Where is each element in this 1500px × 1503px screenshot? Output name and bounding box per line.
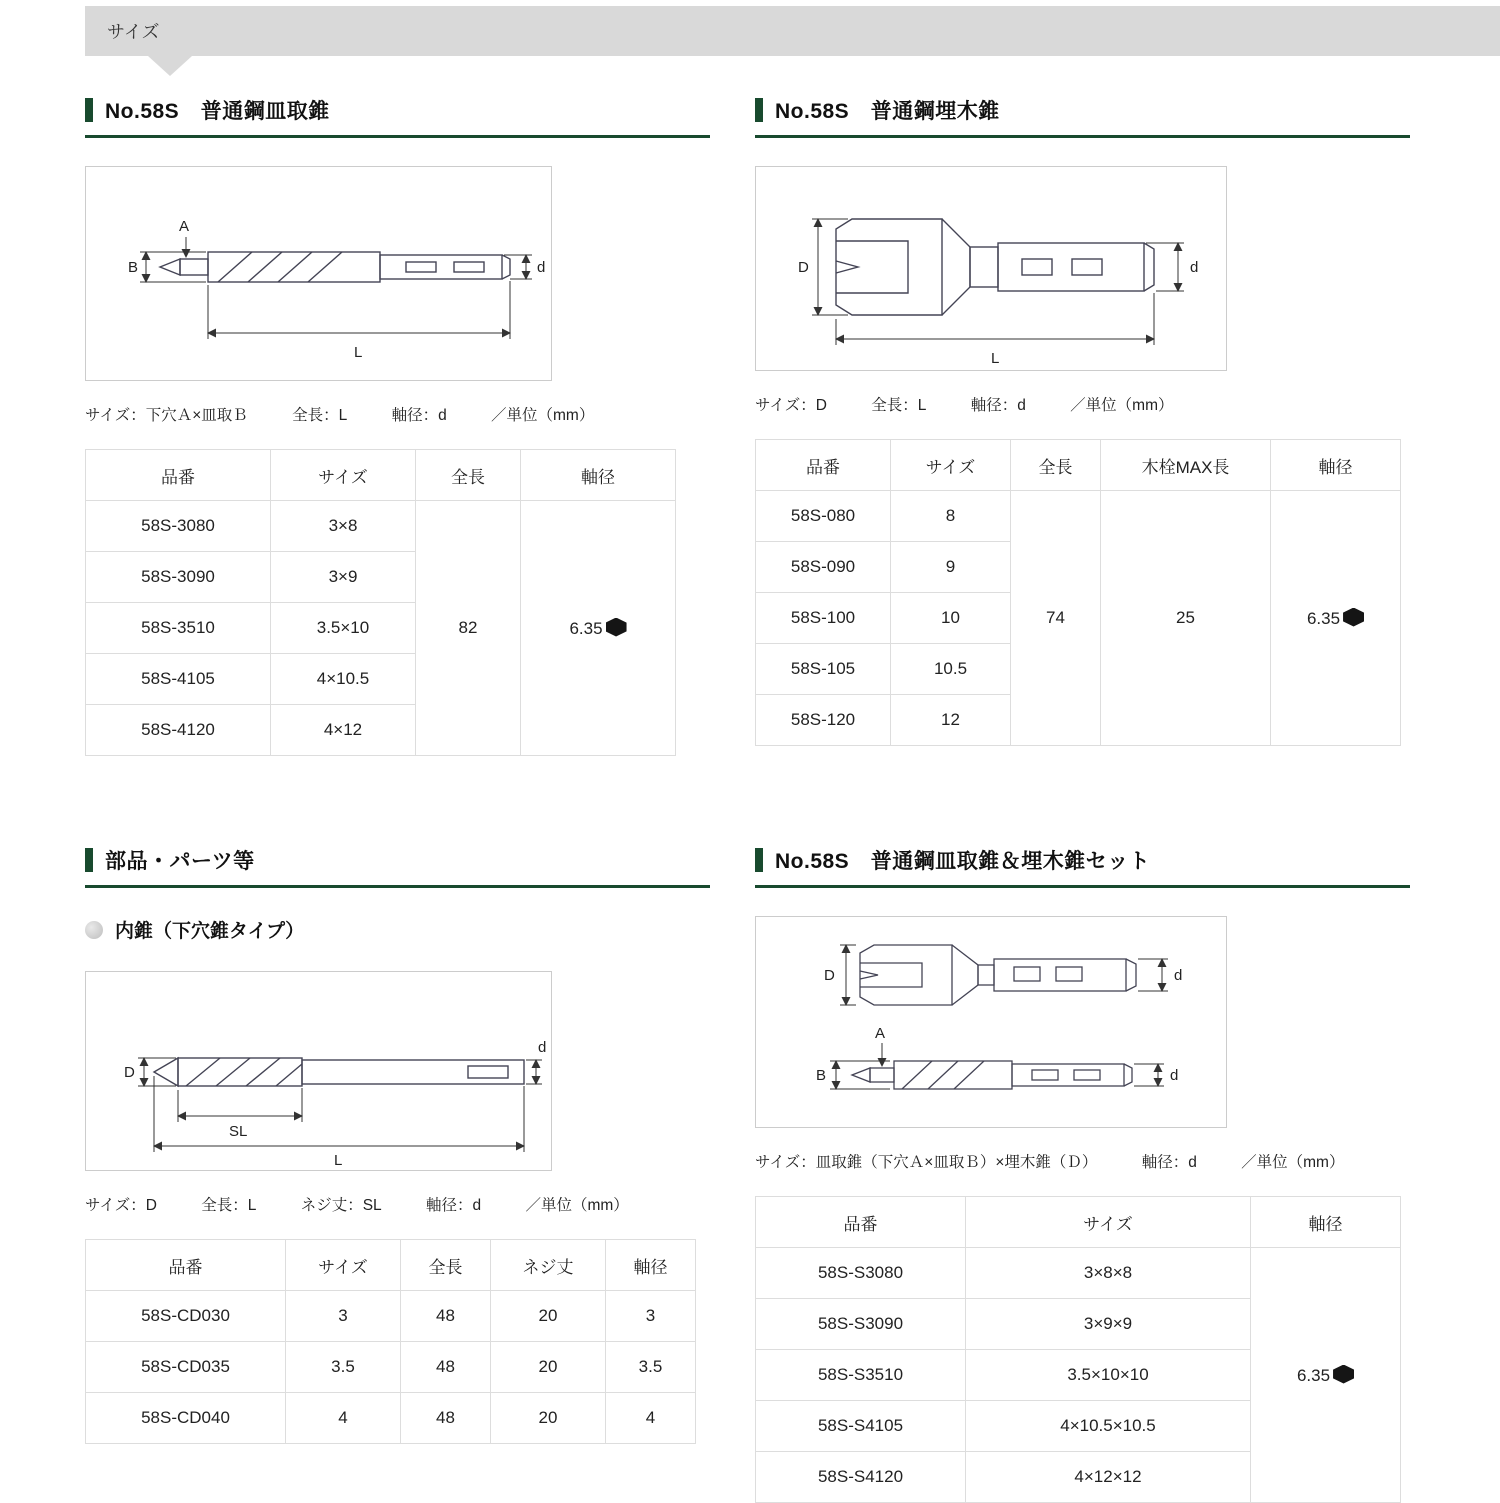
col-header: サイズ [891,440,1011,491]
table-header-row [86,450,676,501]
table-cell: 3×8 [271,501,416,552]
hex-shank-icon [606,618,627,637]
spec-table-inner-drill [85,1239,696,1444]
col-header: 軸径 [1251,1197,1401,1248]
shank-value: 6.35 [1306,608,1341,628]
col-header: 全長 [416,450,521,501]
inner-drill-diagram [86,972,551,1170]
table-cell: 4×10.5 [271,654,416,705]
col-header: 品番 [86,450,271,501]
col-header: サイズ [271,450,416,501]
table-cell: 4 [606,1393,696,1444]
caption-size: サイズ：D [85,1197,157,1214]
section-title: 部品・パーツ等 [105,850,255,873]
table-cell: 3 [606,1291,696,1342]
col-header: 全長 [1011,440,1101,491]
table-cell: 58S-S4105 [756,1401,966,1452]
dim-label-A: A [875,1025,886,1042]
diagram-box [755,916,1227,1128]
table-cell: 58S-CD030 [86,1291,286,1342]
dim-label-L: L [991,350,1000,367]
col-header: 全長 [401,1240,491,1291]
caption-length: 全長：L [201,1197,257,1214]
dim-label-d: d [538,1039,547,1056]
dim-label-SL: SL [229,1123,248,1140]
col-header: ネジ丈 [491,1240,606,1291]
section-parts [85,845,710,1444]
table-cell: 48 [401,1393,491,1444]
dim-label-d-top: d [1174,967,1183,984]
dim-label-B: B [128,259,139,276]
dim-label-B: B [816,1067,827,1084]
table-cell: 8 [891,491,1011,542]
dim-label-D: D [824,967,835,984]
table-cell: 58S-3080 [86,501,271,552]
section-header [85,95,710,138]
diagram-box [755,166,1227,371]
caption-unit: ／単位（mm） [525,1197,629,1214]
accent-bar [85,98,93,122]
table-cell: 3×9 [271,552,416,603]
caption-screw: ネジ丈：SL [300,1197,382,1214]
caption-shank: 軸径：d [1141,1154,1197,1171]
table-cell: 3 [286,1291,401,1342]
table-cell: 58S-S3090 [756,1299,966,1350]
diagram-box [85,971,552,1171]
accent-bar [85,848,93,872]
accent-bar [755,848,763,872]
table-cell: 4 [286,1393,401,1444]
dim-label-D: D [124,1064,135,1081]
spec-table-countersink [85,449,676,756]
section-header [85,845,710,888]
table-row [756,491,1401,542]
caption-length: 全長：L [871,397,927,414]
col-header: サイズ [966,1197,1251,1248]
table-header-row [86,1240,696,1291]
spec-table-plug-cutter [755,439,1401,746]
section-title: No.58S 普通鋼埋木錐 [775,100,1000,123]
section-header [755,845,1410,888]
table-cell: 10.5 [891,644,1011,695]
hex-shank-icon [1333,1365,1354,1384]
table-cell: 3.5 [606,1342,696,1393]
section-header [755,95,1410,138]
table-header-row [756,440,1401,491]
dim-label-A: A [179,218,190,235]
caption-unit: ／単位（mm） [1241,1154,1345,1171]
table-cell: 58S-CD040 [86,1393,286,1444]
table-cell: 4×12×12 [966,1452,1251,1503]
table-cell: 58S-100 [756,593,891,644]
table-cell: 20 [491,1393,606,1444]
spec-table-set [755,1196,1401,1503]
col-header: 軸径 [1271,440,1401,491]
caption-size: サイズ：下穴Ａ×皿取Ｂ [85,407,248,424]
table-cell: 58S-S4120 [756,1452,966,1503]
dim-label-d: d [537,259,546,276]
dim-label-D: D [798,259,809,276]
table-cell: 58S-3510 [86,603,271,654]
table-cell: 58S-4105 [86,654,271,705]
accent-bar [755,98,763,122]
caption-size: サイズ：D [755,397,827,414]
caption-length: 全長：L [292,407,348,424]
section-plug-cutter [755,95,1410,746]
table-cell-shank [1251,1248,1401,1503]
col-header: 品番 [86,1240,286,1291]
dim-label-d-bottom: d [1170,1067,1179,1084]
table-cell: 48 [401,1342,491,1393]
table-cell: 12 [891,695,1011,746]
dim-label-L: L [354,344,363,361]
table-cell: 4×10.5×10.5 [966,1401,1251,1452]
table-cell: 10 [891,593,1011,644]
size-tab [85,6,1500,56]
table-cell: 3×9×9 [966,1299,1251,1350]
caption-shank: 軸径：d [970,397,1026,414]
subsection-title: 内錐（下穴錐タイプ） [115,921,305,942]
section-countersink [85,95,710,756]
dim-label-d: d [1190,259,1199,276]
table-cell: 58S-S3510 [756,1350,966,1401]
tab-pointer-icon [148,56,192,76]
col-header: 品番 [756,440,891,491]
col-header: 品番 [756,1197,966,1248]
shank-value: 6.35 [569,618,603,638]
table-cell: 58S-080 [756,491,891,542]
table-row [86,1342,696,1393]
col-header: 軸径 [606,1240,696,1291]
bullet-icon [85,921,103,939]
table-cell: 3.5 [286,1342,401,1393]
section-title: No.58S 普通鋼皿取錐＆埋木錐セット [775,850,1151,873]
subsection-header [85,916,710,943]
table-cell-length: 82 [416,501,521,756]
col-header: 軸径 [521,450,676,501]
table-row [86,1291,696,1342]
size-note [755,1150,1410,1172]
table-cell: 58S-3090 [86,552,271,603]
caption-unit: ／単位（mm） [1070,397,1174,414]
countersink-drill-diagram [86,167,551,380]
hex-shank-icon [1343,608,1364,627]
diagram-box [85,166,552,381]
table-header-row [756,1197,1401,1248]
plug-cutter-diagram [756,167,1226,370]
caption-shank: 軸径：d [426,1197,482,1214]
size-note [755,393,1410,415]
table-cell: 58S-090 [756,542,891,593]
dim-label-L: L [334,1152,343,1169]
table-cell: 58S-120 [756,695,891,746]
table-cell: 58S-105 [756,644,891,695]
caption-unit: ／単位（mm） [491,407,595,424]
caption-size: サイズ：皿取錐（下穴Ａ×皿取Ｂ）×埋木錐（Ｄ） [755,1154,1098,1171]
col-header: サイズ [286,1240,401,1291]
set-diagram [756,917,1226,1127]
shank-value: 6.35 [1296,1365,1331,1385]
table-cell: 4×12 [271,705,416,756]
table-cell: 3×8×8 [966,1248,1251,1299]
table-cell: 3.5×10×10 [966,1350,1251,1401]
table-cell-shank [521,501,676,756]
table-row [86,1393,696,1444]
table-cell: 58S-4120 [86,705,271,756]
col-header: 木栓MAX長 [1101,440,1271,491]
size-note [85,403,710,425]
table-row [86,501,676,552]
table-cell: 9 [891,542,1011,593]
caption-shank: 軸径：d [391,407,447,424]
table-cell-plug-max: 25 [1101,491,1271,746]
section-set [755,845,1410,1503]
table-cell: 20 [491,1291,606,1342]
table-cell-length: 74 [1011,491,1101,746]
table-cell: 3.5×10 [271,603,416,654]
table-row [756,1248,1401,1299]
table-cell: 20 [491,1342,606,1393]
table-cell-shank [1271,491,1401,746]
size-tab-label: サイズ [107,22,160,42]
section-title: No.58S 普通鋼皿取錐 [105,100,330,123]
table-cell: 48 [401,1291,491,1342]
size-note [85,1193,710,1215]
table-cell: 58S-CD035 [86,1342,286,1393]
table-cell: 58S-S3080 [756,1248,966,1299]
